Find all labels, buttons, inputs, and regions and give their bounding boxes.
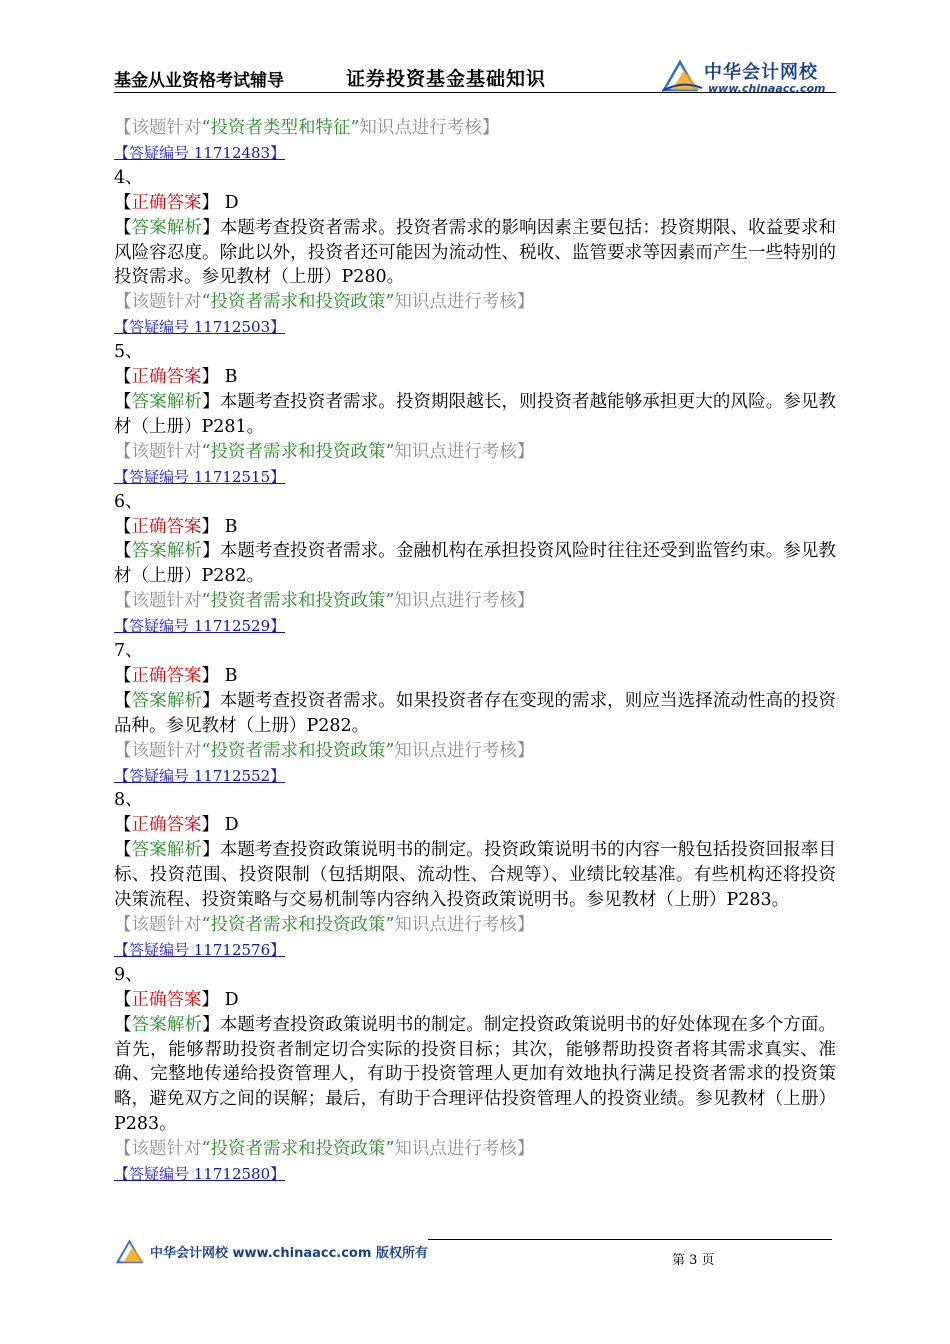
bracket-close: 】 bbox=[202, 391, 220, 412]
correct-answer-line bbox=[114, 664, 836, 689]
bracket-open: 【 bbox=[114, 665, 132, 686]
footer-logo-icon bbox=[116, 1238, 146, 1264]
question-id-line bbox=[114, 141, 836, 166]
correct-answer-label: 正确答案 bbox=[131, 815, 202, 836]
correct-answer-label: 正确答案 bbox=[131, 192, 202, 213]
analysis-label: 答案解析 bbox=[131, 840, 203, 861]
correct-answer-value: B bbox=[224, 665, 238, 686]
answer-item bbox=[114, 490, 836, 639]
bracket-open: 【 bbox=[114, 815, 132, 836]
kp-suffix: 知识点进行考核】 bbox=[394, 915, 535, 935]
kp-topic: “投资者类型和特征” bbox=[201, 118, 360, 138]
analysis-paragraph bbox=[114, 689, 836, 739]
analysis-text: 本题考查投资者需求。金融机构在承担投资风险时往往还受到监管约束。参见教材（上册）P282。 bbox=[114, 541, 837, 587]
analysis-label: 答案解析 bbox=[131, 391, 203, 412]
page-header bbox=[114, 52, 836, 98]
correct-answer-value: B bbox=[224, 516, 238, 537]
kp-prefix: 【该题针对 bbox=[114, 740, 202, 761]
question-number: 8、 bbox=[114, 790, 143, 811]
bracket-open: 【 bbox=[114, 217, 132, 238]
kp-topic: “投资者需求和投资政策” bbox=[201, 591, 395, 612]
kp-topic: “投资者需求和投资政策” bbox=[201, 740, 395, 761]
logo-name: 中华会计网校 bbox=[704, 62, 818, 83]
kp-prefix: 【该题针对 bbox=[114, 591, 202, 612]
answer-item bbox=[114, 340, 836, 489]
kp-suffix: 知识点进行考核】 bbox=[359, 118, 500, 138]
question-id-link[interactable]: 【答疑编号 11712552】 bbox=[114, 766, 286, 785]
question-id-link[interactable]: 【答疑编号 11712529】 bbox=[114, 617, 286, 636]
question-id-link[interactable]: 【答疑编号 11712576】 bbox=[114, 940, 286, 959]
page-footer bbox=[114, 1236, 836, 1272]
kp-topic: “投资者需求和投资政策” bbox=[201, 915, 395, 935]
analysis-text: 本题考查投资者需求。投资期限越长，则投资者越能够承担更大的风险。参见教材（上册）P281。 bbox=[114, 391, 837, 437]
bracket-open: 【 bbox=[114, 367, 132, 388]
kp-prefix: 【该题针对 bbox=[114, 1139, 202, 1160]
question-id-line bbox=[114, 465, 836, 490]
question-id-line bbox=[114, 1162, 836, 1187]
question-number: 4、 bbox=[114, 167, 143, 188]
correct-answer-value: D bbox=[224, 989, 239, 1010]
bracket-open: 【 bbox=[114, 1014, 132, 1035]
bracket-open: 【 bbox=[114, 541, 132, 562]
kp-prefix: 【该题针对 bbox=[114, 915, 202, 935]
analysis-paragraph bbox=[114, 390, 836, 440]
question-id-line bbox=[114, 938, 836, 963]
answer-content bbox=[114, 116, 836, 1187]
footer-rule bbox=[428, 1239, 832, 1240]
bracket-close: 】 bbox=[202, 217, 220, 238]
correct-answer-label: 正确答案 bbox=[131, 516, 202, 537]
answer-item bbox=[114, 639, 836, 788]
bracket-close: 】 bbox=[202, 840, 220, 861]
correct-answer-value: B bbox=[224, 367, 238, 388]
bracket-open: 【 bbox=[114, 690, 132, 711]
question-id-link[interactable]: 【答疑编号 11712580】 bbox=[114, 1165, 286, 1184]
kp-suffix: 知识点进行考核】 bbox=[394, 591, 535, 612]
question-id-link[interactable]: 【答疑编号 11712515】 bbox=[114, 467, 286, 486]
knowledge-point-line bbox=[114, 739, 836, 764]
bracket-close: 】 bbox=[202, 1014, 220, 1035]
correct-answer-value: D bbox=[224, 192, 239, 213]
kp-prefix: 【该题针对 bbox=[114, 441, 202, 462]
bracket-open: 【 bbox=[114, 516, 132, 537]
question-id-link[interactable]: 【答疑编号 11712503】 bbox=[114, 318, 286, 337]
question-id-link[interactable]: 【答疑编号 11712483】 bbox=[114, 143, 286, 162]
header-course-title: 基金从业资格考试辅导 bbox=[114, 71, 284, 91]
answer-item bbox=[114, 963, 836, 1187]
analysis-text: 本题考查投资政策说明书的制定。投资政策说明书的内容一般包括投资回报率目标、投资范围、投资限制（包括期限、流动性、合规等）、业绩比较基准。有些机构还将投资决策流程、投资策略与交易机制等内容纳入投资政策说明书。参见教材（上册）P283。 bbox=[114, 840, 837, 911]
correct-answer-line bbox=[114, 191, 836, 216]
kp-suffix: 知识点进行考核】 bbox=[394, 1139, 535, 1160]
question-id-line bbox=[114, 315, 836, 340]
knowledge-point-line bbox=[114, 1137, 836, 1162]
correct-answer-value: D bbox=[224, 815, 239, 836]
bracket-close: 】 bbox=[201, 989, 219, 1010]
logo-triangle-icon bbox=[662, 58, 702, 92]
header-rule bbox=[114, 92, 836, 93]
analysis-paragraph bbox=[114, 216, 836, 291]
logo-url: www.chinaacc.com bbox=[708, 82, 826, 95]
page-number: 第 3 页 bbox=[672, 1253, 715, 1268]
bracket-close: 】 bbox=[201, 665, 219, 686]
bracket-close: 】 bbox=[201, 367, 219, 388]
kp-suffix: 知识点进行考核】 bbox=[394, 740, 535, 761]
question-number: 7、 bbox=[114, 641, 143, 662]
correct-answer-line bbox=[114, 988, 836, 1013]
footer-copyright: 中华会计网校 www.chinaacc.com 版权所有 bbox=[150, 1246, 428, 1261]
bracket-close: 】 bbox=[201, 192, 219, 213]
kp-suffix: 知识点进行考核】 bbox=[394, 441, 535, 462]
correct-answer-label: 正确答案 bbox=[131, 665, 202, 686]
analysis-label: 答案解析 bbox=[131, 690, 203, 711]
analysis-label: 答案解析 bbox=[131, 541, 203, 562]
analysis-label: 答案解析 bbox=[131, 1014, 203, 1035]
analysis-text: 本题考查投资者需求。如果投资者存在变现的需求，则应当选择流动性高的投资品种。参见教材（上册）P282。 bbox=[114, 690, 837, 736]
correct-answer-line bbox=[114, 515, 836, 540]
bracket-close: 】 bbox=[202, 541, 220, 562]
bracket-open: 【 bbox=[114, 192, 132, 213]
knowledge-point-line bbox=[114, 116, 836, 141]
analysis-paragraph bbox=[114, 539, 836, 589]
header-subject-title: 证券投资基金基础知识 bbox=[346, 68, 547, 90]
question-number: 5、 bbox=[114, 342, 143, 363]
question-number: 9、 bbox=[114, 964, 143, 985]
bracket-open: 【 bbox=[114, 840, 132, 861]
analysis-text: 本题考查投资者需求。投资者需求的影响因素主要包括：投资期限、收益要求和风险容忍度。除此以外，投资者还可能因为流动性、税收、监管要求等因素而产生一些特别的投资需求。参见教材（上册）P280。 bbox=[114, 217, 837, 288]
analysis-paragraph bbox=[114, 1013, 836, 1138]
correct-answer-line bbox=[114, 365, 836, 390]
kp-prefix: 【该题针对 bbox=[114, 292, 202, 313]
knowledge-point-line bbox=[114, 290, 836, 315]
answer-item bbox=[114, 788, 836, 962]
correct-answer-label: 正确答案 bbox=[131, 989, 202, 1010]
bracket-close: 】 bbox=[202, 690, 220, 711]
knowledge-point-line bbox=[114, 589, 836, 614]
knowledge-point-line bbox=[114, 440, 836, 465]
kp-topic: “投资者需求和投资政策” bbox=[201, 292, 395, 313]
analysis-label: 答案解析 bbox=[131, 217, 203, 238]
correct-answer-line bbox=[114, 813, 836, 838]
analysis-text: 本题考查投资政策说明书的制定。制定投资政策说明书的好处体现在多个方面。首先，能够帮助投资者制定切合实际的投资目标；其次，能够帮助投资者将其需求真实、准确、完整地传递给投资管理人，有助于投资管理人更加有效地执行满足投资者需求的投资策略，避免双方之间的误解；最后，有助于合理评估投资管理人的投资业绩。参见教材（上册）P283。 bbox=[114, 1014, 837, 1135]
question-id-line bbox=[114, 764, 836, 789]
bracket-close: 】 bbox=[201, 516, 219, 537]
correct-answer-label: 正确答案 bbox=[131, 367, 202, 388]
question-id-line bbox=[114, 614, 836, 639]
analysis-paragraph bbox=[114, 838, 836, 913]
kp-suffix: 知识点进行考核】 bbox=[394, 292, 535, 313]
kp-topic: “投资者需求和投资政策” bbox=[201, 441, 395, 462]
bracket-close: 】 bbox=[201, 815, 219, 836]
kp-topic: “投资者需求和投资政策” bbox=[201, 1139, 395, 1160]
bracket-open: 【 bbox=[114, 989, 132, 1010]
answer-item bbox=[114, 166, 836, 340]
answer-items bbox=[114, 166, 836, 1187]
kp-prefix: 【该题针对 bbox=[114, 118, 202, 138]
knowledge-point-line bbox=[114, 913, 836, 938]
bracket-open: 【 bbox=[114, 391, 132, 412]
question-number: 6、 bbox=[114, 491, 143, 512]
